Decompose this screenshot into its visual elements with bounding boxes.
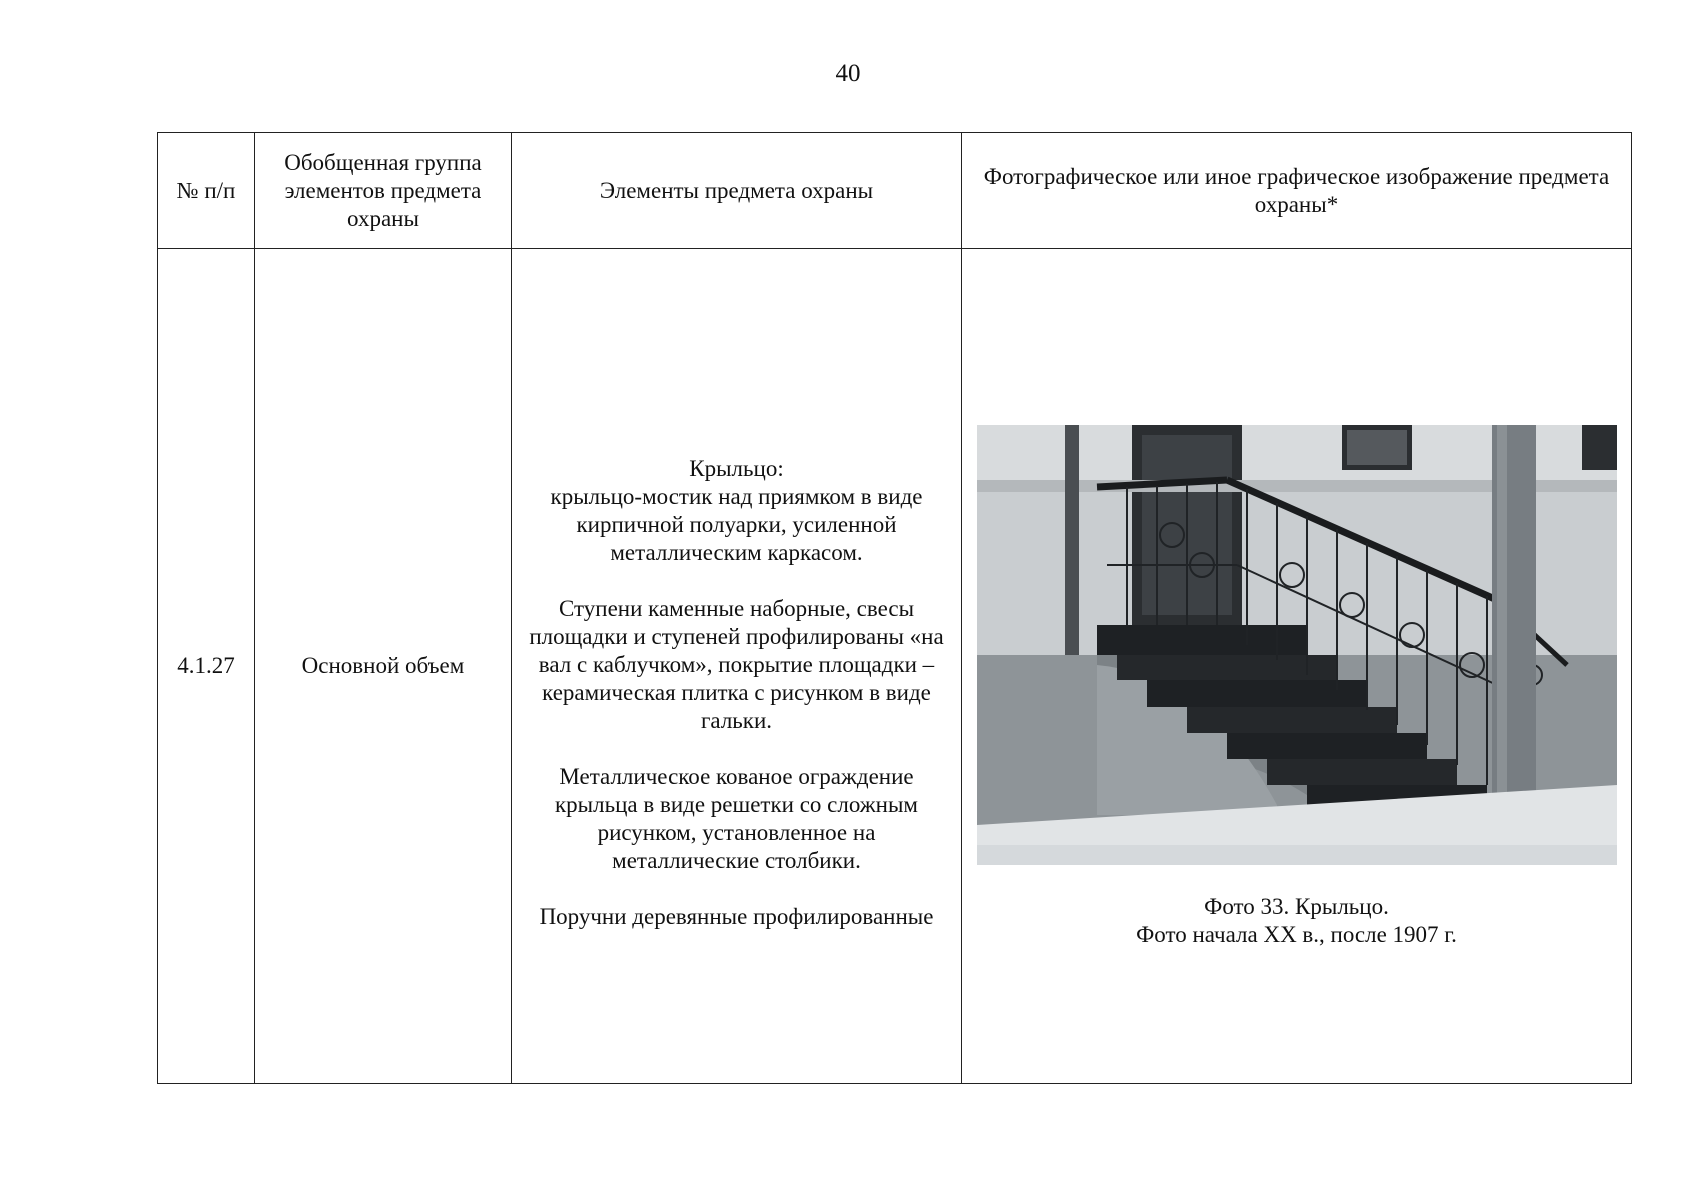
porch-photo [977,425,1617,865]
element-railing: Металлическое кованое ограждение крыльца в виде решетки со сложным рисунком, установленное на металлические столбики. [555,764,918,873]
header-elements: Элементы предмета охраны [512,133,962,249]
header-photo: Фотографическое или иное графическое изображение предмета охраны* [962,133,1632,249]
element-steps: Ступени каменные наборные, свесы площадки и ступеней профилированы «на вал с каблучком», покрытие площадки – керамическая плитка с рисунком в виде гальки. [529,596,944,733]
row-group: Основной объем [255,249,512,1084]
header-number: № п/п [158,133,255,249]
table-row [158,249,1632,1084]
row-number: 4.1.27 [158,249,255,1084]
photo-caption: Фото 33. Крыльцо. Фото начала XX в., после 1907 г. [1136,894,1457,947]
row-elements [512,249,962,1084]
header-group: Обобщенная группа элементов предмета охраны [255,133,512,249]
page-number: 40 [835,60,861,87]
element-porch: Крыльцо: крыльцо-мостик над приямком в виде кирпичной полуарки, усиленной металлическим каркасом. [550,456,923,565]
row-photo [962,249,1632,1084]
element-handrails: Поручни деревянные профилированные [539,904,934,929]
table-header-row [158,133,1632,249]
protection-table [157,132,1632,1084]
